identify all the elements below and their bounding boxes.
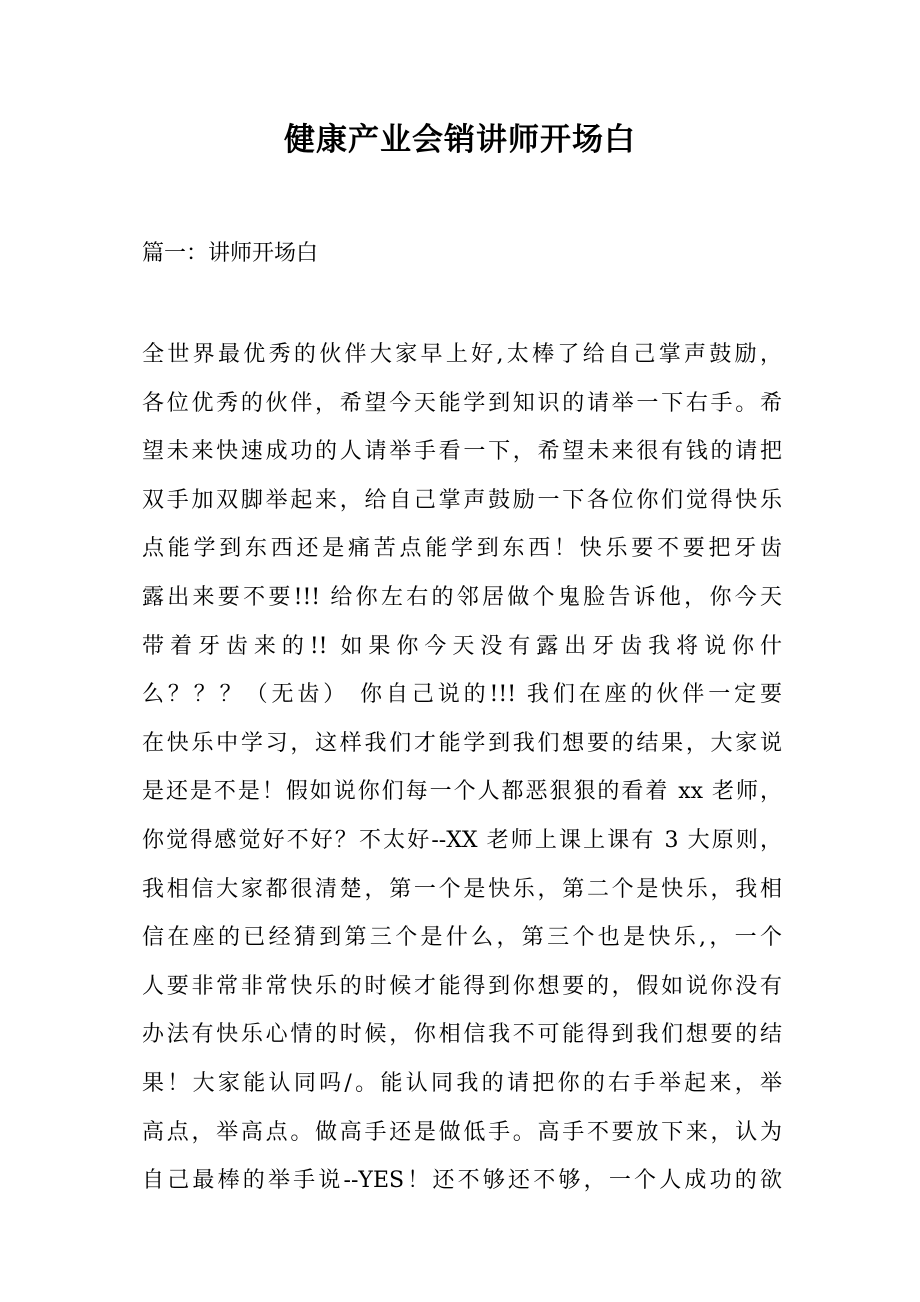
body-line: 人要非常非常快乐的时候才能得到你想要的，假如说你没有 bbox=[142, 973, 782, 999]
body-line: 自己最棒的举手说--YES！还不够还不够，一个人成功的欲 bbox=[142, 1168, 782, 1194]
body-line: 果！大家能认同吗/。能认同我的请把你的右手举起来，举 bbox=[142, 1070, 782, 1096]
body-text bbox=[142, 331, 802, 1206]
body-line: 全世界最优秀的伙伴大家早上好,太棒了给自己掌声鼓励， bbox=[142, 342, 782, 367]
body-line: 露出来要不要!!! 给你左右的邻居做个鬼脸告诉他，你今天 bbox=[142, 584, 782, 610]
body-line: 望未来快速成功的人请举手看一下，希望未来很有钱的请把 bbox=[142, 439, 782, 465]
body-line: 你觉得感觉好不好？不太好--XX 老师上课上课有 3 大原则， bbox=[142, 827, 782, 853]
body-line: 各位优秀的伙伴，希望今天能学到知识的请举一下右手。希 bbox=[142, 390, 782, 416]
body-line: 我相信大家都很清楚，第一个是快乐，第二个是快乐，我相 bbox=[142, 876, 782, 902]
body-line: 带着牙齿来的!! 如果你今天没有露出牙齿我将说你什 bbox=[142, 633, 782, 659]
body-line: 么？？？（无齿） 你自己说的!!! 我们在座的伙伴一定要 bbox=[142, 682, 782, 708]
body-line: 双手加双脚举起来，给自己掌声鼓励一下各位你们觉得快乐 bbox=[142, 487, 782, 513]
body-line: 在快乐中学习，这样我们才能学到我们想要的结果，大家说 bbox=[142, 730, 782, 756]
body-line: 是还是不是！假如说你们每一个人都恶狠狠的看着 xx 老师， bbox=[142, 779, 782, 805]
body-line: 信在座的已经猜到第三个是什么，第三个也是快乐,，一个 bbox=[142, 925, 782, 951]
section-heading: 篇一：讲师开场白 bbox=[142, 241, 319, 266]
document-title: 健康产业会销讲师开场白 bbox=[284, 122, 636, 158]
body-line: 高点，举高点。做高手还是做低手。高手不要放下来，认为 bbox=[142, 1119, 782, 1145]
body-line: 点能学到东西还是痛苦点能学到东西！快乐要不要把牙齿 bbox=[142, 536, 782, 562]
body-line: 办法有快乐心情的时候，你相信我不可能得到我们想要的结 bbox=[142, 1022, 782, 1048]
